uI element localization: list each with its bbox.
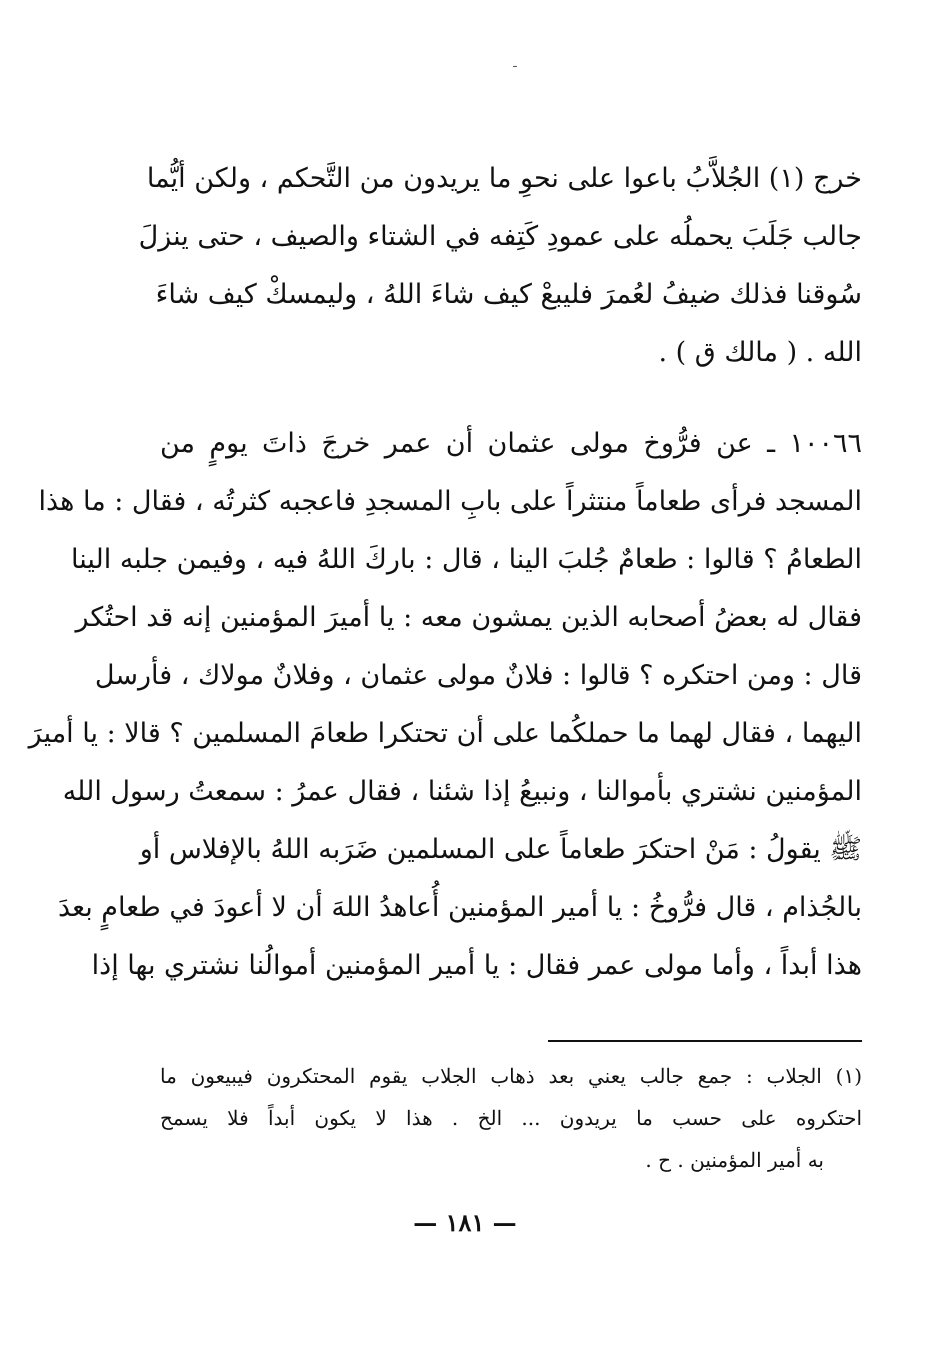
- text-line: المؤمنين نشتري بأموالنا ، ونبيعُ إذا شئنا ، فقال عمرُ : سمعتُ رسول الله: [62, 776, 862, 807]
- paragraph-hadith-10066: [28, 415, 862, 995]
- paragraph-continuation: [138, 150, 862, 382]
- text-line: المسجد فرأى طعاماً منتثراً على بابِ المسجدِ فاعجبه كثرتُه ، فقال : ما هذا: [38, 486, 862, 517]
- text-line: ١٠٠٦٦ ـ عن فرُّوخ مولى عثمان أن عمر خرجَ ذاتَ يومٍ من: [160, 428, 862, 459]
- footnote: [160, 1055, 862, 1181]
- page-number: — ١٨١ —: [413, 1208, 517, 1237]
- text-line: فقال له بعضُ أصحابه الذين يمشون معه : يا أميرَ المؤمنين إنه قد احتُكر: [75, 602, 862, 633]
- top-margin-mark: ـ: [513, 56, 517, 70]
- text-line: الطعامُ ؟ قالوا : طعامٌ جُلبَ الينا ، قال : باركَ اللهُ فيه ، وفيمن جلبه الينا: [71, 544, 862, 575]
- text-line: سُوقنا فذلك ضيفُ لعُمرَ فليبعْ كيف شاءَ اللهُ ، وليمسكْ كيف شاءَ: [155, 279, 862, 310]
- text-line: اليهما ، فقال لهما ما حملكُما على أن تحتكرا طعامَ المسلمين ؟ قالا : يا أميرَ: [28, 718, 862, 749]
- text-line: قال : ومن احتكره ؟ قالوا : فلانٌ مولى عثمان ، وفلانٌ مولاك ، فأرسل: [94, 660, 862, 691]
- text-line: بالجُذام ، قال فرُّوخُ : يا أمير المؤمنين أُعاهدُ اللهَ أن لا أعودَ في طعامٍ بعدَ: [58, 892, 862, 923]
- text-line: هذا أبداً ، وأما مولى عمر فقال : يا أمير المؤمنين أموالُنا نشتري بها إذا: [91, 950, 862, 981]
- text-line: خرج (١) الجُلاَّبُ باعوا على نحوِ ما يريدون من التَّحكم ، ولكن أيُّما: [146, 163, 862, 194]
- footnote-line: احتكروه على حسب ما يريدون ... الخ . هذا لا يكون أبداً فلا يسمح: [160, 1106, 862, 1130]
- footnote-divider: [548, 1040, 862, 1042]
- text-line: ﷺ يقولُ : مَنْ احتكرَ طعاماً على المسلمين ضَرَبه اللهُ بالإفلاس أو: [139, 834, 862, 865]
- footnote-line: (١) الجلاب : جمع جالب يعني بعد ذهاب الجلاب يقوم المحتكرون فيبيعون ما: [160, 1064, 862, 1088]
- footnote-line: به أمير المؤمنين . ح .: [645, 1148, 824, 1172]
- text-line: الله . ( مالك ق ) .: [658, 337, 862, 368]
- text-line: جالب جَلَبَ يحملُه على عمودِ كَتِفه في الشتاء والصيف ، حتى ينزلَ: [138, 221, 862, 252]
